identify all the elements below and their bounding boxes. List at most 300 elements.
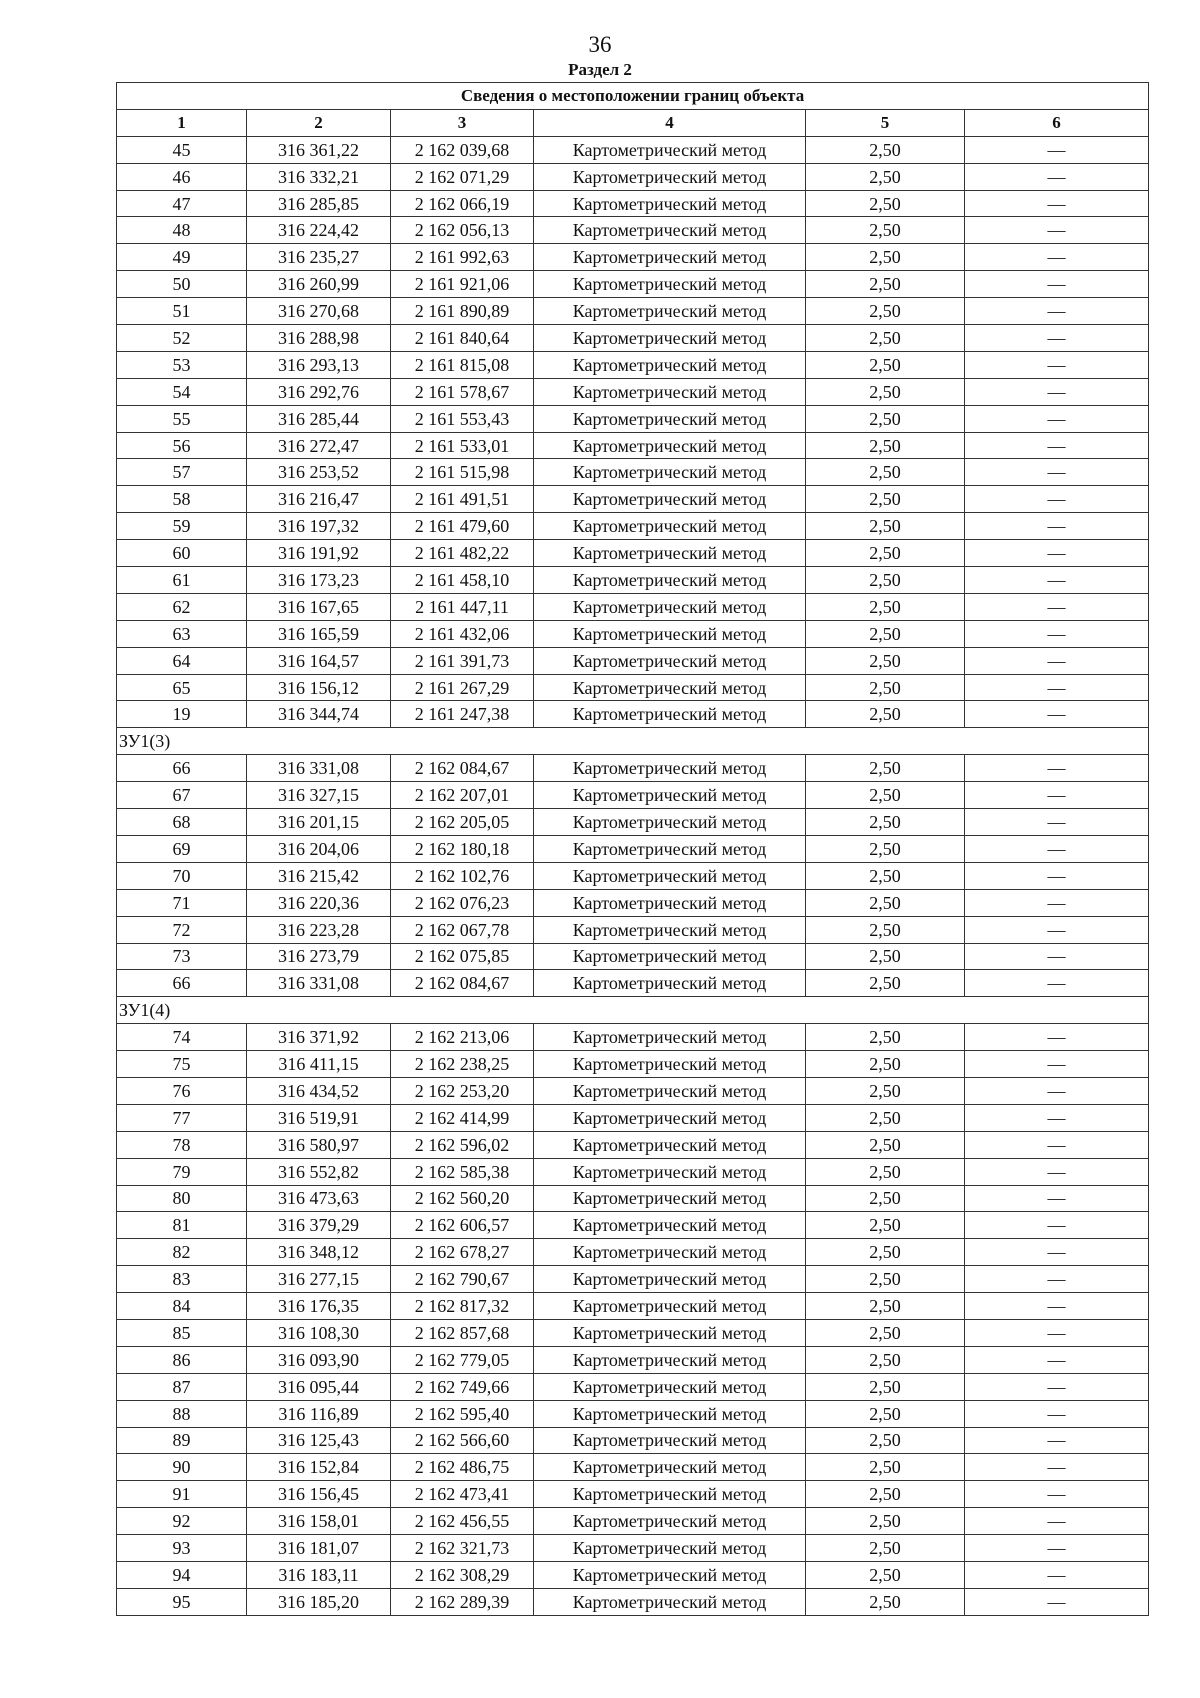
point-number-cell: 90 [117, 1454, 247, 1481]
column-header: 5 [806, 109, 965, 136]
method-cell: Картометрический метод [534, 1346, 806, 1373]
x-coordinate-cell: 316 411,15 [247, 1051, 391, 1078]
x-coordinate-cell: 316 270,68 [247, 298, 391, 325]
y-coordinate-cell: 2 162 678,27 [391, 1239, 534, 1266]
description-cell: — [965, 674, 1149, 701]
x-coordinate-cell: 316 095,44 [247, 1373, 391, 1400]
method-cell: Картометрический метод [534, 1400, 806, 1427]
y-coordinate-cell: 2 162 180,18 [391, 835, 534, 862]
y-coordinate-cell: 2 162 585,38 [391, 1158, 534, 1185]
y-coordinate-cell: 2 162 056,13 [391, 217, 534, 244]
method-cell: Картометрический метод [534, 1454, 806, 1481]
accuracy-cell: 2,50 [806, 1427, 965, 1454]
description-cell: — [965, 1239, 1149, 1266]
y-coordinate-cell: 2 162 238,25 [391, 1051, 534, 1078]
table-row [117, 1051, 1149, 1078]
description-cell: — [965, 809, 1149, 836]
method-cell: Картометрический метод [534, 486, 806, 513]
x-coordinate-cell: 316 361,22 [247, 136, 391, 163]
section-title: Раздел 2 [568, 60, 632, 79]
point-number-cell: 75 [117, 1051, 247, 1078]
table-row [117, 298, 1149, 325]
accuracy-cell: 2,50 [806, 1158, 965, 1185]
accuracy-cell: 2,50 [806, 1346, 965, 1373]
y-coordinate-cell: 2 162 790,67 [391, 1266, 534, 1293]
x-coordinate-cell: 316 093,90 [247, 1346, 391, 1373]
table-row [117, 1535, 1149, 1562]
x-coordinate-cell: 316 164,57 [247, 647, 391, 674]
description-cell: — [965, 271, 1149, 298]
method-cell: Картометрический метод [534, 1104, 806, 1131]
x-coordinate-cell: 316 173,23 [247, 567, 391, 594]
table-title: Сведения о местоположении границ объекта [117, 83, 1149, 110]
table-row [117, 1212, 1149, 1239]
description-cell: — [965, 513, 1149, 540]
accuracy-cell: 2,50 [806, 325, 965, 352]
x-coordinate-cell: 316 223,28 [247, 916, 391, 943]
method-cell: Картометрический метод [534, 1561, 806, 1588]
description-cell: — [965, 1481, 1149, 1508]
accuracy-cell: 2,50 [806, 755, 965, 782]
point-number-cell: 57 [117, 459, 247, 486]
table-row [117, 1104, 1149, 1131]
accuracy-cell: 2,50 [806, 217, 965, 244]
description-cell: — [965, 1051, 1149, 1078]
method-cell: Картометрический метод [534, 1051, 806, 1078]
point-number-cell: 53 [117, 351, 247, 378]
y-coordinate-cell: 2 162 205,05 [391, 809, 534, 836]
x-coordinate-cell: 316 191,92 [247, 540, 391, 567]
accuracy-cell: 2,50 [806, 1373, 965, 1400]
x-coordinate-cell: 316 125,43 [247, 1427, 391, 1454]
y-coordinate-cell: 2 162 456,55 [391, 1508, 534, 1535]
point-number-cell: 74 [117, 1024, 247, 1051]
y-coordinate-cell: 2 162 067,78 [391, 916, 534, 943]
column-number-row [117, 109, 1149, 136]
table-row [117, 136, 1149, 163]
description-cell: — [965, 351, 1149, 378]
point-number-cell: 94 [117, 1561, 247, 1588]
method-cell: Картометрический метод [534, 1508, 806, 1535]
accuracy-cell: 2,50 [806, 889, 965, 916]
table-row [117, 1400, 1149, 1427]
y-coordinate-cell: 2 162 076,23 [391, 889, 534, 916]
point-number-cell: 48 [117, 217, 247, 244]
description-cell: — [965, 1373, 1149, 1400]
x-coordinate-cell: 316 293,13 [247, 351, 391, 378]
method-cell: Картометрический метод [534, 567, 806, 594]
table-row [117, 486, 1149, 513]
x-coordinate-cell: 316 552,82 [247, 1158, 391, 1185]
description-cell: — [965, 1508, 1149, 1535]
y-coordinate-cell: 2 161 890,89 [391, 298, 534, 325]
description-cell: — [965, 1104, 1149, 1131]
y-coordinate-cell: 2 162 473,41 [391, 1481, 534, 1508]
method-cell: Картометрический метод [534, 136, 806, 163]
description-cell: — [965, 1185, 1149, 1212]
x-coordinate-cell: 316 183,11 [247, 1561, 391, 1588]
description-cell: — [965, 486, 1149, 513]
x-coordinate-cell: 316 216,47 [247, 486, 391, 513]
method-cell: Картометрический метод [534, 432, 806, 459]
table-row [117, 862, 1149, 889]
x-coordinate-cell: 316 285,85 [247, 190, 391, 217]
method-cell: Картометрический метод [534, 405, 806, 432]
x-coordinate-cell: 316 253,52 [247, 459, 391, 486]
table-title-row [117, 83, 1149, 110]
table-row [117, 943, 1149, 970]
description-cell: — [965, 298, 1149, 325]
point-number-cell: 87 [117, 1373, 247, 1400]
description-cell: — [965, 540, 1149, 567]
group-label: ЗУ1(3) [117, 728, 1149, 755]
description-cell: — [965, 567, 1149, 594]
y-coordinate-cell: 2 162 253,20 [391, 1077, 534, 1104]
method-cell: Картометрический метод [534, 1481, 806, 1508]
accuracy-cell: 2,50 [806, 190, 965, 217]
accuracy-cell: 2,50 [806, 459, 965, 486]
y-coordinate-cell: 2 162 857,68 [391, 1319, 534, 1346]
accuracy-cell: 2,50 [806, 647, 965, 674]
y-coordinate-cell: 2 161 391,73 [391, 647, 534, 674]
y-coordinate-cell: 2 162 066,19 [391, 190, 534, 217]
description-cell: — [965, 325, 1149, 352]
method-cell: Картометрический метод [534, 163, 806, 190]
description-cell: — [965, 755, 1149, 782]
x-coordinate-cell: 316 580,97 [247, 1131, 391, 1158]
point-number-cell: 77 [117, 1104, 247, 1131]
accuracy-cell: 2,50 [806, 567, 965, 594]
method-cell: Картометрический метод [534, 378, 806, 405]
x-coordinate-cell: 316 327,15 [247, 782, 391, 809]
method-cell: Картометрический метод [534, 271, 806, 298]
x-coordinate-cell: 316 348,12 [247, 1239, 391, 1266]
x-coordinate-cell: 316 277,15 [247, 1266, 391, 1293]
method-cell: Картометрический метод [534, 593, 806, 620]
accuracy-cell: 2,50 [806, 943, 965, 970]
description-cell: — [965, 620, 1149, 647]
point-number-cell: 58 [117, 486, 247, 513]
table-row [117, 432, 1149, 459]
point-number-cell: 78 [117, 1131, 247, 1158]
y-coordinate-cell: 2 161 458,10 [391, 567, 534, 594]
description-cell: — [965, 1266, 1149, 1293]
y-coordinate-cell: 2 162 075,85 [391, 943, 534, 970]
description-cell: — [965, 1535, 1149, 1562]
method-cell: Картометрический метод [534, 1535, 806, 1562]
method-cell: Картометрический метод [534, 1266, 806, 1293]
x-coordinate-cell: 316 473,63 [247, 1185, 391, 1212]
table-row [117, 1131, 1149, 1158]
accuracy-cell: 2,50 [806, 1400, 965, 1427]
point-number-cell: 66 [117, 970, 247, 997]
description-cell: — [965, 1212, 1149, 1239]
x-coordinate-cell: 316 371,92 [247, 1024, 391, 1051]
table-row [117, 916, 1149, 943]
point-number-cell: 62 [117, 593, 247, 620]
description-cell: — [965, 782, 1149, 809]
point-number-cell: 80 [117, 1185, 247, 1212]
x-coordinate-cell: 316 292,76 [247, 378, 391, 405]
accuracy-cell: 2,50 [806, 1508, 965, 1535]
table-row [117, 1588, 1149, 1615]
column-header: 1 [117, 109, 247, 136]
description-cell: — [965, 593, 1149, 620]
method-cell: Картометрический метод [534, 1319, 806, 1346]
boundary-coordinates-table [116, 82, 1149, 1616]
accuracy-cell: 2,50 [806, 782, 965, 809]
point-number-cell: 63 [117, 620, 247, 647]
column-header: 2 [247, 109, 391, 136]
method-cell: Картометрический метод [534, 298, 806, 325]
description-cell: — [965, 889, 1149, 916]
accuracy-cell: 2,50 [806, 540, 965, 567]
table-row [117, 647, 1149, 674]
method-cell: Картометрический метод [534, 540, 806, 567]
y-coordinate-cell: 2 162 321,73 [391, 1535, 534, 1562]
table-row [117, 1346, 1149, 1373]
point-number-cell: 66 [117, 755, 247, 782]
y-coordinate-cell: 2 162 102,76 [391, 862, 534, 889]
point-number-cell: 19 [117, 701, 247, 728]
table-row [117, 163, 1149, 190]
description-cell: — [965, 136, 1149, 163]
accuracy-cell: 2,50 [806, 1535, 965, 1562]
x-coordinate-cell: 316 165,59 [247, 620, 391, 647]
table-row [117, 889, 1149, 916]
description-cell: — [965, 862, 1149, 889]
description-cell: — [965, 1454, 1149, 1481]
table-row [117, 1481, 1149, 1508]
x-coordinate-cell: 316 331,08 [247, 970, 391, 997]
y-coordinate-cell: 2 161 482,22 [391, 540, 534, 567]
description-cell: — [965, 916, 1149, 943]
method-cell: Картометрический метод [534, 674, 806, 701]
description-cell: — [965, 701, 1149, 728]
table-row [117, 217, 1149, 244]
accuracy-cell: 2,50 [806, 674, 965, 701]
description-cell: — [965, 1077, 1149, 1104]
x-coordinate-cell: 316 260,99 [247, 271, 391, 298]
table-row [117, 513, 1149, 540]
point-number-cell: 55 [117, 405, 247, 432]
accuracy-cell: 2,50 [806, 1561, 965, 1588]
y-coordinate-cell: 2 161 447,11 [391, 593, 534, 620]
accuracy-cell: 2,50 [806, 620, 965, 647]
accuracy-cell: 2,50 [806, 136, 965, 163]
accuracy-cell: 2,50 [806, 1319, 965, 1346]
point-number-cell: 64 [117, 647, 247, 674]
x-coordinate-cell: 316 272,47 [247, 432, 391, 459]
group-label-row [117, 997, 1149, 1024]
accuracy-cell: 2,50 [806, 1266, 965, 1293]
x-coordinate-cell: 316 152,84 [247, 1454, 391, 1481]
y-coordinate-cell: 2 162 084,67 [391, 755, 534, 782]
description-cell: — [965, 432, 1149, 459]
point-number-cell: 51 [117, 298, 247, 325]
method-cell: Картометрический метод [534, 889, 806, 916]
accuracy-cell: 2,50 [806, 244, 965, 271]
x-coordinate-cell: 316 156,12 [247, 674, 391, 701]
point-number-cell: 88 [117, 1400, 247, 1427]
accuracy-cell: 2,50 [806, 486, 965, 513]
y-coordinate-cell: 2 162 207,01 [391, 782, 534, 809]
group-label-row [117, 728, 1149, 755]
description-cell: — [965, 405, 1149, 432]
point-number-cell: 91 [117, 1481, 247, 1508]
description-cell: — [965, 943, 1149, 970]
point-number-cell: 50 [117, 271, 247, 298]
accuracy-cell: 2,50 [806, 809, 965, 836]
table-row [117, 1158, 1149, 1185]
point-number-cell: 69 [117, 835, 247, 862]
point-number-cell: 60 [117, 540, 247, 567]
accuracy-cell: 2,50 [806, 916, 965, 943]
x-coordinate-cell: 316 197,32 [247, 513, 391, 540]
point-number-cell: 72 [117, 916, 247, 943]
table-row [117, 620, 1149, 647]
y-coordinate-cell: 2 161 479,60 [391, 513, 534, 540]
table-body [117, 136, 1149, 1615]
y-coordinate-cell: 2 161 491,51 [391, 486, 534, 513]
accuracy-cell: 2,50 [806, 701, 965, 728]
table-row [117, 1185, 1149, 1212]
y-coordinate-cell: 2 161 921,06 [391, 271, 534, 298]
table-row [117, 970, 1149, 997]
accuracy-cell: 2,50 [806, 970, 965, 997]
x-coordinate-cell: 316 185,20 [247, 1588, 391, 1615]
table-row [117, 674, 1149, 701]
description-cell: — [965, 459, 1149, 486]
description-cell: — [965, 1588, 1149, 1615]
method-cell: Картометрический метод [534, 244, 806, 271]
x-coordinate-cell: 316 158,01 [247, 1508, 391, 1535]
point-number-cell: 85 [117, 1319, 247, 1346]
accuracy-cell: 2,50 [806, 1185, 965, 1212]
table-row [117, 1293, 1149, 1320]
method-cell: Картометрический метод [534, 620, 806, 647]
method-cell: Картометрический метод [534, 1239, 806, 1266]
point-number-cell: 71 [117, 889, 247, 916]
method-cell: Картометрический метод [534, 1212, 806, 1239]
y-coordinate-cell: 2 161 533,01 [391, 432, 534, 459]
accuracy-cell: 2,50 [806, 432, 965, 459]
method-cell: Картометрический метод [534, 1293, 806, 1320]
method-cell: Картометрический метод [534, 943, 806, 970]
description-cell: — [965, 1293, 1149, 1320]
method-cell: Картометрический метод [534, 1131, 806, 1158]
column-header: 3 [391, 109, 534, 136]
x-coordinate-cell: 316 220,36 [247, 889, 391, 916]
method-cell: Картометрический метод [534, 970, 806, 997]
description-cell: — [965, 970, 1149, 997]
y-coordinate-cell: 2 162 595,40 [391, 1400, 534, 1427]
y-coordinate-cell: 2 162 084,67 [391, 970, 534, 997]
point-number-cell: 79 [117, 1158, 247, 1185]
table-row [117, 1373, 1149, 1400]
description-cell: — [965, 647, 1149, 674]
y-coordinate-cell: 2 161 992,63 [391, 244, 534, 271]
y-coordinate-cell: 2 162 414,99 [391, 1104, 534, 1131]
x-coordinate-cell: 316 344,74 [247, 701, 391, 728]
method-cell: Картометрический метод [534, 1427, 806, 1454]
method-cell: Картометрический метод [534, 916, 806, 943]
point-number-cell: 52 [117, 325, 247, 352]
point-number-cell: 68 [117, 809, 247, 836]
point-number-cell: 70 [117, 862, 247, 889]
method-cell: Картометрический метод [534, 190, 806, 217]
point-number-cell: 92 [117, 1508, 247, 1535]
x-coordinate-cell: 316 201,15 [247, 809, 391, 836]
point-number-cell: 67 [117, 782, 247, 809]
point-number-cell: 59 [117, 513, 247, 540]
description-cell: — [965, 163, 1149, 190]
point-number-cell: 49 [117, 244, 247, 271]
description-cell: — [965, 217, 1149, 244]
table-row [117, 271, 1149, 298]
y-coordinate-cell: 2 161 267,29 [391, 674, 534, 701]
method-cell: Картометрический метод [534, 1588, 806, 1615]
description-cell: — [965, 1400, 1149, 1427]
accuracy-cell: 2,50 [806, 378, 965, 405]
group-label: ЗУ1(4) [117, 997, 1149, 1024]
y-coordinate-cell: 2 162 817,32 [391, 1293, 534, 1320]
table-row [117, 1077, 1149, 1104]
accuracy-cell: 2,50 [806, 271, 965, 298]
accuracy-cell: 2,50 [806, 1024, 965, 1051]
table-row [117, 540, 1149, 567]
description-cell: — [965, 1024, 1149, 1051]
x-coordinate-cell: 316 519,91 [247, 1104, 391, 1131]
point-number-cell: 45 [117, 136, 247, 163]
column-header: 6 [965, 109, 1149, 136]
table-row [117, 755, 1149, 782]
accuracy-cell: 2,50 [806, 1212, 965, 1239]
y-coordinate-cell: 2 161 815,08 [391, 351, 534, 378]
method-cell: Картометрический метод [534, 1185, 806, 1212]
table-row [117, 782, 1149, 809]
x-coordinate-cell: 316 176,35 [247, 1293, 391, 1320]
y-coordinate-cell: 2 162 213,06 [391, 1024, 534, 1051]
point-number-cell: 95 [117, 1588, 247, 1615]
method-cell: Картометрический метод [534, 1024, 806, 1051]
point-number-cell: 84 [117, 1293, 247, 1320]
point-number-cell: 86 [117, 1346, 247, 1373]
description-cell: — [965, 1319, 1149, 1346]
method-cell: Картометрический метод [534, 835, 806, 862]
point-number-cell: 61 [117, 567, 247, 594]
point-number-cell: 76 [117, 1077, 247, 1104]
point-number-cell: 54 [117, 378, 247, 405]
x-coordinate-cell: 316 331,08 [247, 755, 391, 782]
y-coordinate-cell: 2 162 560,20 [391, 1185, 534, 1212]
method-cell: Картометрический метод [534, 1373, 806, 1400]
y-coordinate-cell: 2 162 749,66 [391, 1373, 534, 1400]
x-coordinate-cell: 316 224,42 [247, 217, 391, 244]
table-row [117, 1239, 1149, 1266]
y-coordinate-cell: 2 162 566,60 [391, 1427, 534, 1454]
table-row [117, 835, 1149, 862]
x-coordinate-cell: 316 108,30 [247, 1319, 391, 1346]
accuracy-cell: 2,50 [806, 1077, 965, 1104]
accuracy-cell: 2,50 [806, 351, 965, 378]
point-number-cell: 93 [117, 1535, 247, 1562]
accuracy-cell: 2,50 [806, 1131, 965, 1158]
y-coordinate-cell: 2 161 578,67 [391, 378, 534, 405]
table-row [117, 1266, 1149, 1293]
point-number-cell: 81 [117, 1212, 247, 1239]
description-cell: — [965, 378, 1149, 405]
